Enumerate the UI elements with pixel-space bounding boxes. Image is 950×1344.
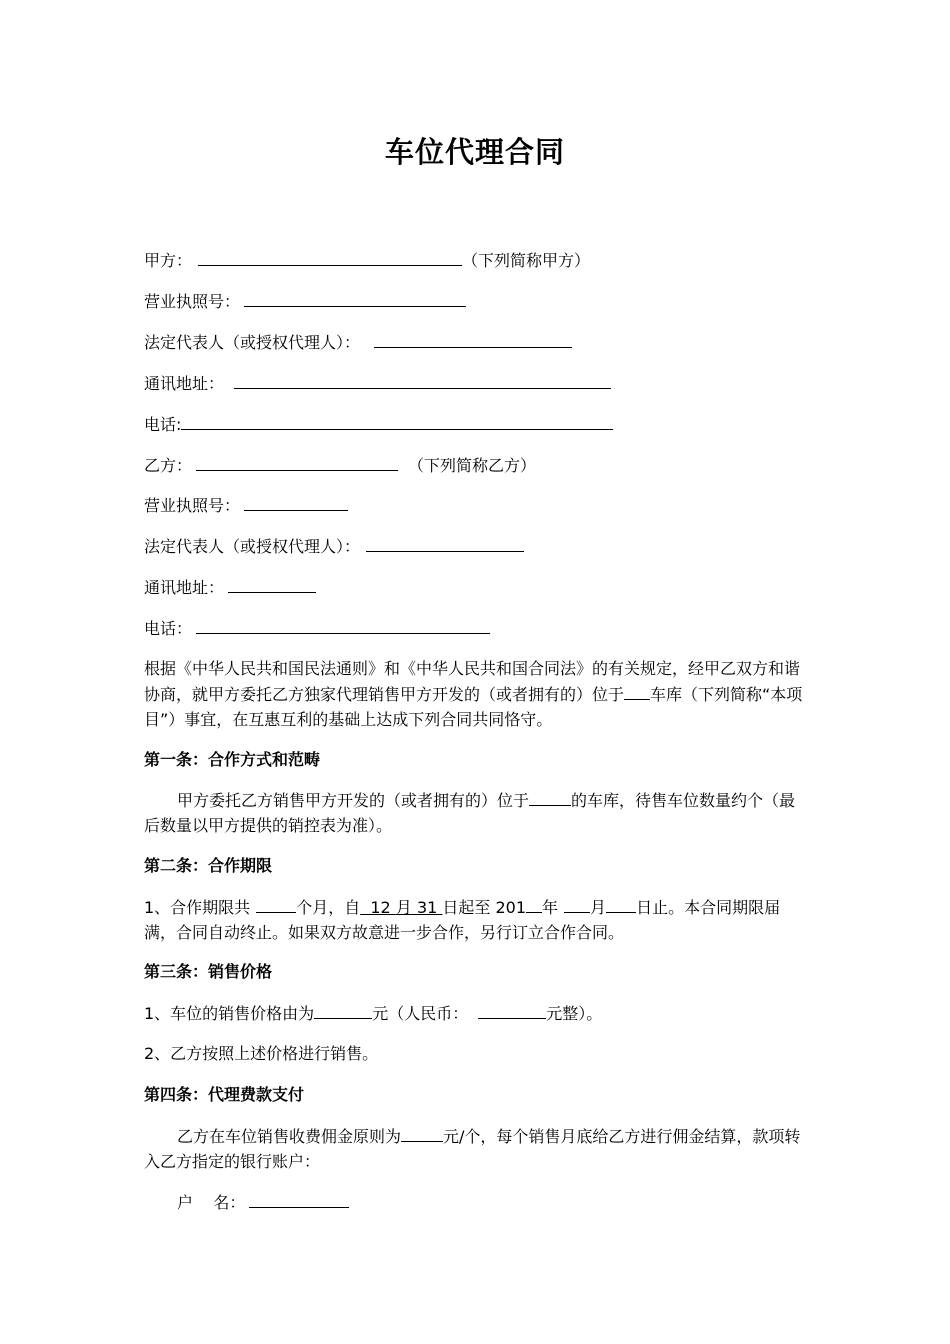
article-4-text-1: 乙方在车位销售收费佣金原则为: [177, 1127, 402, 1146]
article-2-text-7: 日止。本合同期限届满，合同自动终止。如果双方故意进一步合作，另行订立合作合同。: [144, 898, 781, 942]
party-b-rep-line: [144, 533, 524, 559]
party-a-rep-line: [144, 329, 572, 355]
article-4-commission-blank: [401, 1123, 443, 1142]
party-b-address-line: [144, 574, 316, 600]
page-title: 车位代理合同: [384, 135, 565, 169]
article-2-start-month: 12: [370, 898, 391, 917]
party-a-blank: [198, 247, 462, 266]
article-2-text-4: 日起至 201: [442, 898, 527, 917]
article-2-text-2: 个月，自: [296, 898, 361, 917]
party-a-address-blank: [234, 370, 611, 389]
article-2-start-day: 31: [416, 898, 438, 917]
party-b-phone-line: [144, 615, 490, 641]
article-2-text-5: 年: [542, 898, 559, 917]
article-3-heading: 第三条：销售价格: [144, 962, 273, 981]
article-2-text-1: 1、合作期限共: [144, 898, 251, 917]
account-name-blank: [249, 1189, 349, 1208]
party-a-line: [144, 247, 590, 273]
party-b-rep-label: 法定代表人（或授权代理人）：: [144, 537, 361, 556]
party-b-phone-blank: [196, 615, 490, 634]
intro-paragraph: [144, 656, 808, 732]
intro-blank: [624, 681, 650, 700]
article-1-blank: [529, 787, 571, 806]
article-2-month-blank: [564, 894, 590, 913]
article-1-paragraph: [144, 787, 808, 838]
article-3-item-1-text-b: 元（人民币：: [372, 1004, 469, 1023]
party-a-suffix: （下列简称甲方）: [462, 251, 591, 270]
party-a-address-line: [144, 370, 611, 396]
article-3-item-1: [144, 1000, 602, 1026]
party-b-label: 乙方：: [144, 456, 193, 475]
party-b-license-blank: [244, 492, 348, 511]
article-4-text-2: 元/个，每个销售月底给乙方进行佣金结算，款项转入乙方指定的银行账户：: [144, 1127, 801, 1171]
article-2-text-6: 月: [590, 898, 607, 917]
article-3-item-1-text-a: 1、车位的销售价格由为: [144, 1004, 315, 1023]
account-name-line: [177, 1189, 349, 1215]
article-3-item-2: 2、乙方按照上述价格进行销售。: [144, 1044, 379, 1063]
party-b-address-blank: [228, 574, 316, 593]
article-4-paragraph: [144, 1123, 808, 1174]
party-b-rep-blank: [366, 533, 524, 552]
party-b-phone-label: 电话：: [144, 619, 193, 638]
article-1-text-1: 甲方委托乙方销售甲方开发的（或者拥有的）位于: [177, 791, 530, 810]
article-2-month-char: 月: [395, 898, 412, 917]
party-a-license-label: 营业执照号：: [144, 292, 241, 311]
party-a-license-line: [144, 288, 466, 314]
article-1-heading: 第一条：合作方式和范畴: [144, 750, 321, 769]
article-4-heading: 第四条：代理费款支付: [144, 1085, 305, 1104]
intro-text-1: 根据《中华人民共和国民法通则》和《中华人民共和国合同法》的有关规定，经甲乙双方和谐协商，就甲方委托乙方独家代理销售甲方开发的（或者拥有的）位于: [144, 659, 801, 704]
party-b-suffix: （下列简称乙方）: [408, 456, 537, 475]
party-a-rep-blank: [374, 329, 572, 348]
intro-text-2: 车库（下列简称“本项目”）事宜，在互惠互利的基础上达成下列合同共同恪守。: [144, 685, 803, 729]
party-a-license-blank: [244, 288, 466, 307]
article-3-item-1-text-c: 元整）。: [546, 1004, 603, 1023]
article-3-rmb-blank: [478, 1000, 546, 1019]
party-b-address-label: 通讯地址：: [144, 578, 225, 597]
party-b-license-line: [144, 492, 348, 518]
party-b-line: [144, 452, 536, 478]
article-2-heading: 第二条：合作期限: [144, 856, 273, 875]
party-b-blank: [196, 452, 398, 471]
party-b-license-label: 营业执照号：: [144, 496, 241, 515]
article-2-months-blank: [256, 894, 296, 913]
article-3-price-blank: [314, 1000, 372, 1019]
party-a-phone-line: [144, 411, 613, 437]
article-2-paragraph: [144, 894, 808, 945]
party-a-phone-blank: [181, 411, 613, 430]
article-2-year-blank: [526, 894, 542, 913]
article-1-text-2: 的车库，待售车位数量约个（最后数量以甲方提供的销控表为准）。: [144, 791, 796, 835]
party-a-label: 甲方：: [144, 251, 193, 270]
article-2-day-blank: [606, 894, 636, 913]
party-a-address-label: 通讯地址：: [144, 374, 225, 393]
party-a-phone-label: 电话:: [144, 415, 182, 434]
account-name-label: 户 名：: [177, 1193, 246, 1212]
party-a-rep-label: 法定代表人（或授权代理人）：: [144, 333, 361, 352]
